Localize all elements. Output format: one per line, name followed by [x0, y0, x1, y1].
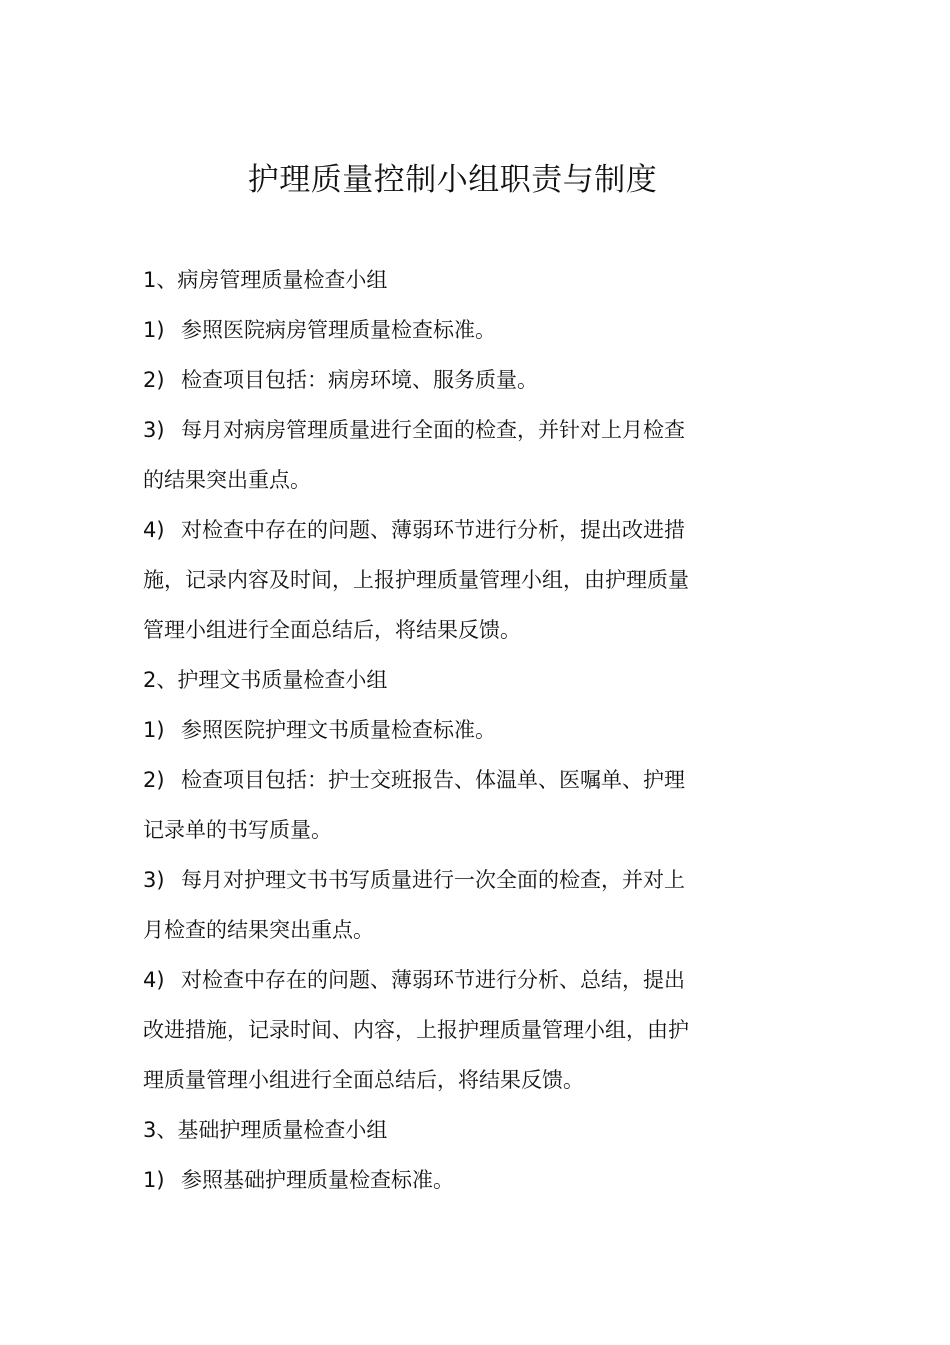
item-text: 参照医院病房管理质量检查标准。: [181, 318, 496, 342]
list-item: [143, 355, 743, 405]
item-number: 3): [143, 868, 165, 892]
item-continuation: 月检查的结果突出重点。: [143, 918, 374, 942]
item-number: 1): [143, 1168, 165, 1192]
item-number: 1): [143, 718, 165, 742]
item-continuation: 记录单的书写质量。: [143, 818, 332, 842]
item-number: 3): [143, 418, 165, 442]
item-text: 检查项目包括：护士交班报告、体温单、医嘱单、护理: [181, 768, 685, 792]
item-continuation: 施，记录内容及时间，上报护理质量管理小组，由护理质量: [143, 568, 689, 592]
list-item: [143, 1155, 743, 1205]
list-item: [143, 505, 743, 555]
list-item: [143, 755, 743, 805]
item-continuation: 的结果突出重点。: [143, 468, 311, 492]
section-heading: 2、护理文书质量检查小组: [143, 668, 388, 692]
item-text: 对检查中存在的问题、薄弱环节进行分析，提出改进措: [181, 518, 685, 542]
item-number: 1): [143, 318, 165, 342]
item-number: 2): [143, 768, 165, 792]
section-heading: 1、病房管理质量检查小组: [143, 268, 388, 292]
section-heading: 3、基础护理质量检查小组: [143, 1118, 388, 1142]
document-body: [143, 255, 743, 1205]
item-continuation: 理质量管理小组进行全面总结后，将结果反馈。: [143, 1068, 584, 1092]
item-number: 4): [143, 518, 165, 542]
item-text: 每月对病房管理质量进行全面的检查，并针对上月检查: [181, 418, 685, 442]
list-item: [143, 855, 743, 905]
item-text: 参照基础护理质量检查标准。: [181, 1168, 454, 1192]
list-item: [143, 955, 743, 1005]
page-title: 护理质量控制小组职责与制度: [247, 162, 658, 198]
list-item: [143, 305, 743, 355]
item-continuation: 改进措施，记录时间、内容，上报护理质量管理小组，由护: [143, 1018, 689, 1042]
item-text: 参照医院护理文书质量检查标准。: [181, 718, 496, 742]
item-number: 4): [143, 968, 165, 992]
item-continuation: 管理小组进行全面总结后，将结果反馈。: [143, 618, 521, 642]
list-item: [143, 405, 743, 455]
item-text: 检查项目包括：病房环境、服务质量。: [181, 368, 538, 392]
item-text: 每月对护理文书书写质量进行一次全面的检查，并对上: [181, 868, 685, 892]
list-item: [143, 705, 743, 755]
item-number: 2): [143, 368, 165, 392]
item-text: 对检查中存在的问题、薄弱环节进行分析、总结，提出: [181, 968, 685, 992]
